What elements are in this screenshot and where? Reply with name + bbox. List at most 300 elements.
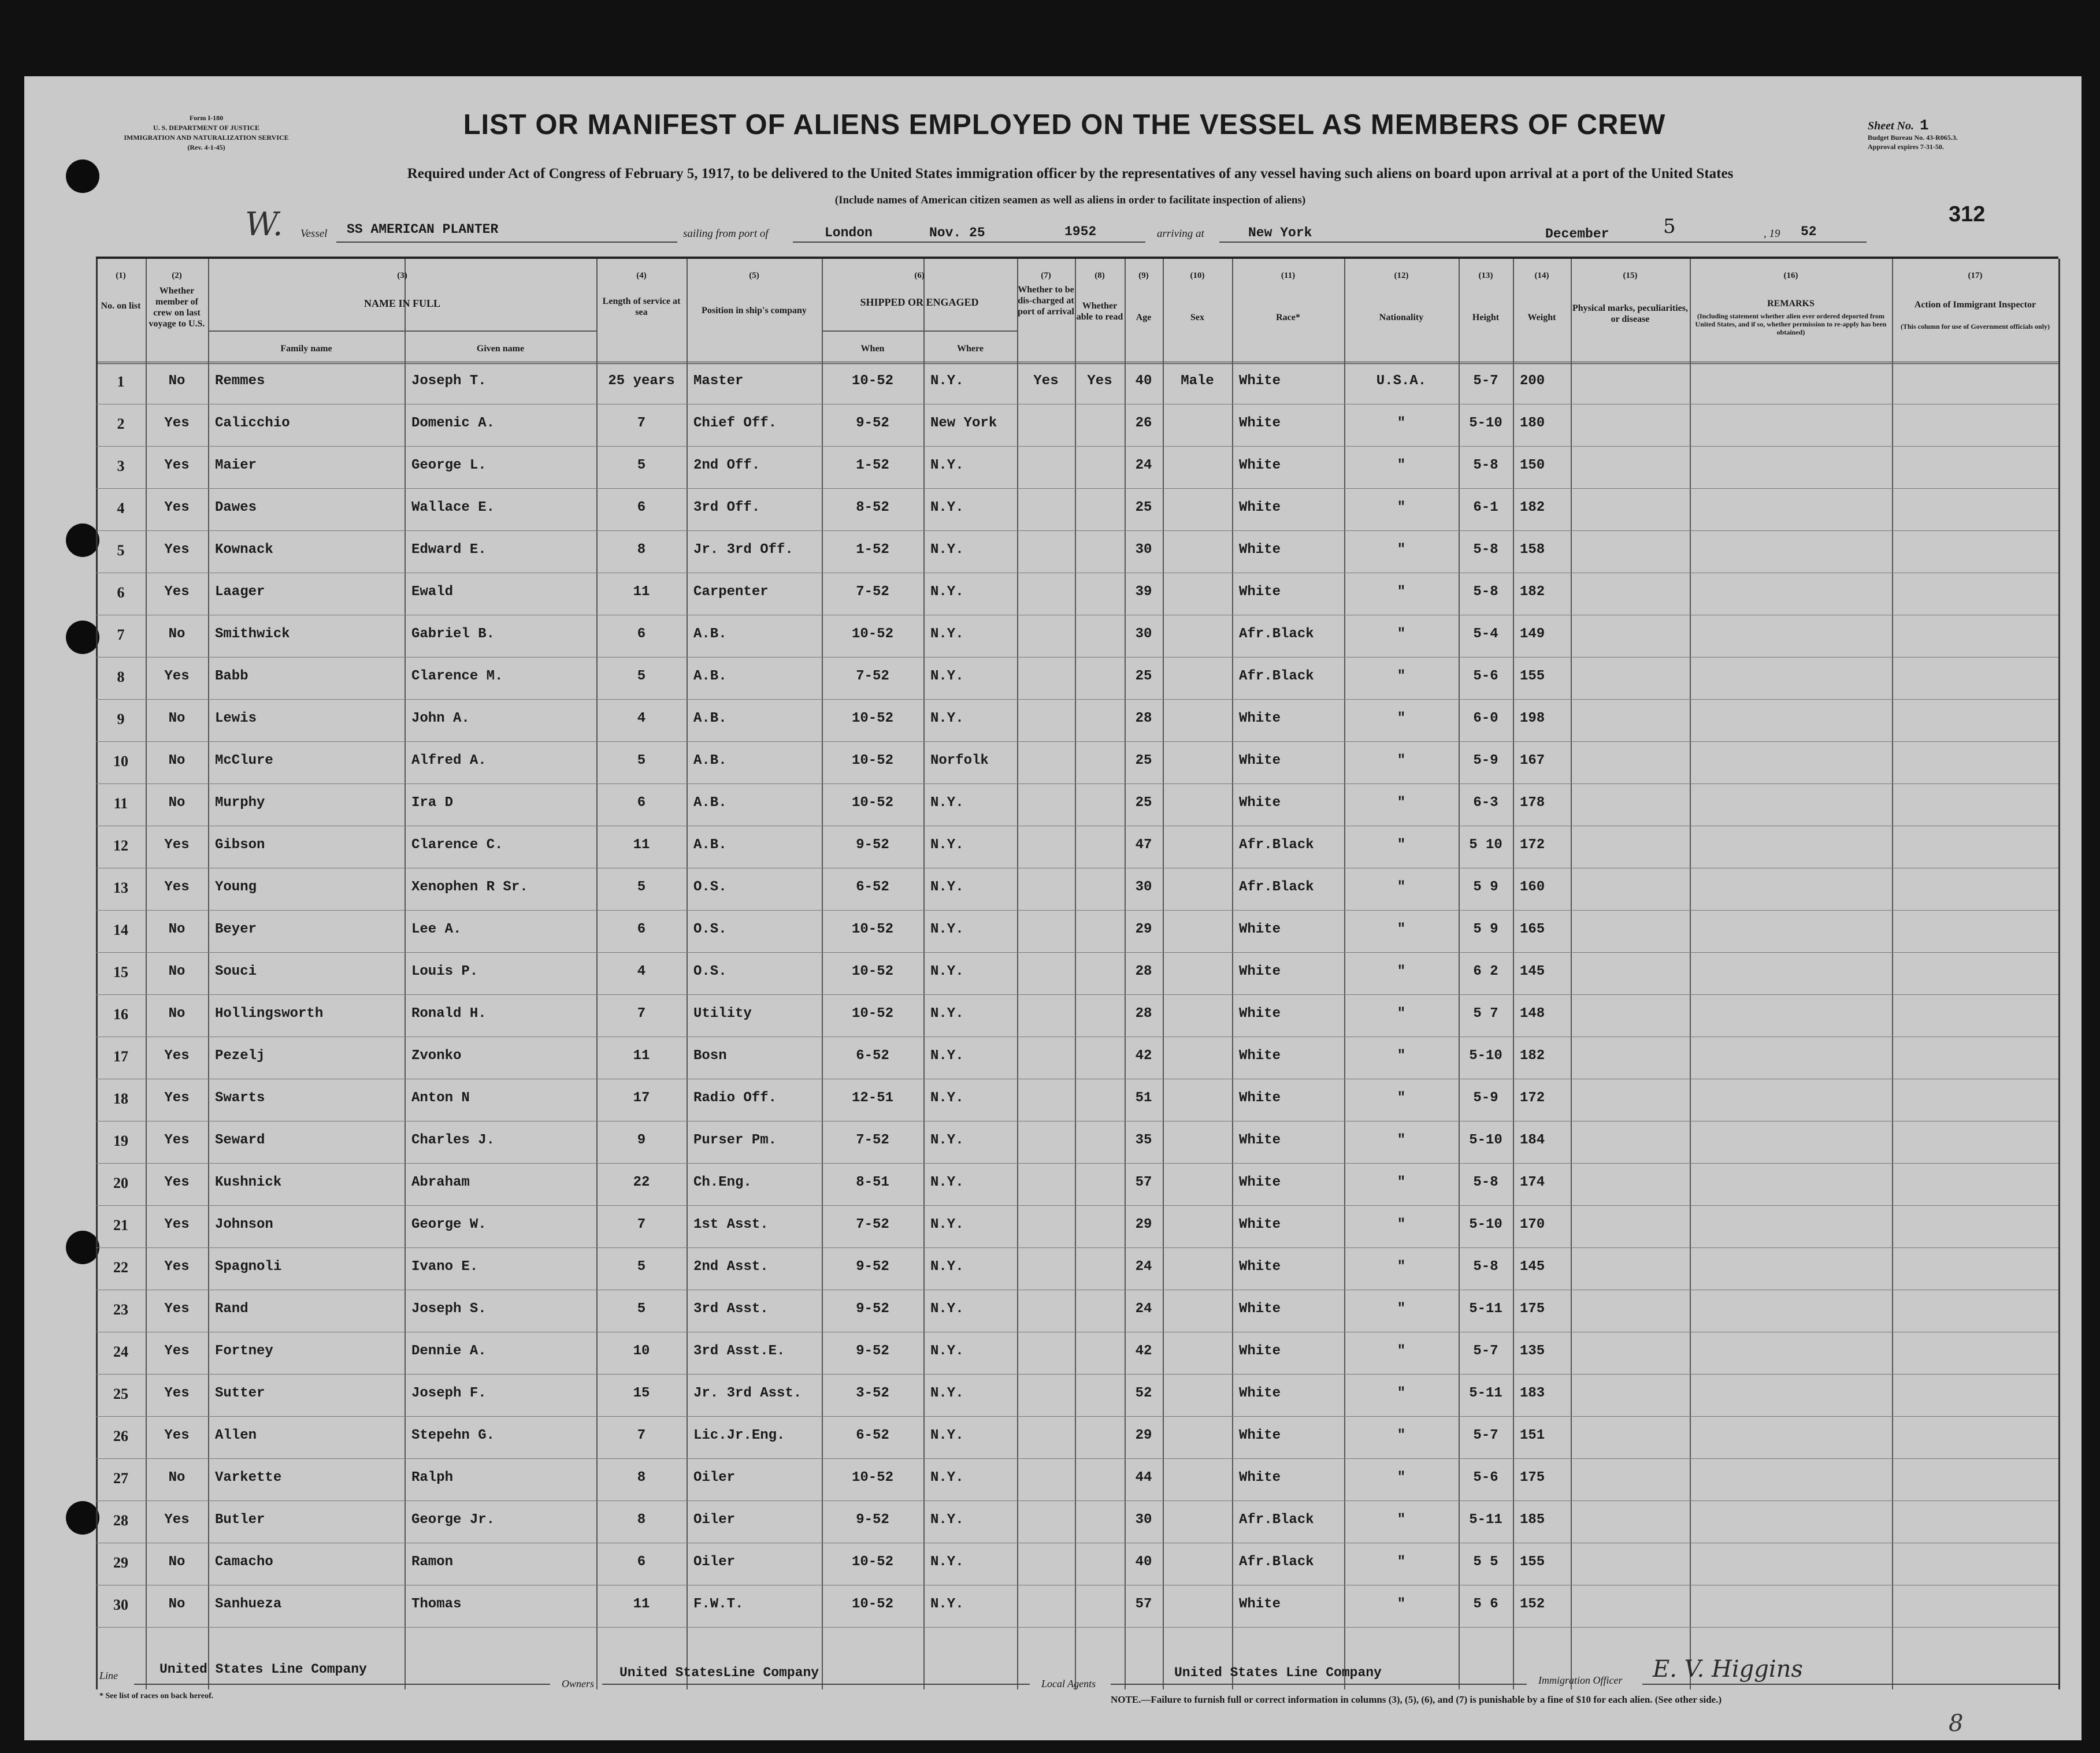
column-divider [1232,259,1233,1689]
family-name: Pezelj [215,1048,265,1064]
given-name: Abraham [411,1175,470,1190]
race: White [1239,500,1281,515]
height: 5-4 [1473,626,1498,642]
shipped-when: 8-52 [856,500,889,515]
position: 3rd Asst.E. [693,1343,785,1359]
row-number: 2 [117,415,125,432]
position: Jr. 3rd Off. [693,542,793,558]
penalty-note: NOTE.—Failure to furnish full or correct information in columns (3), (5), (6), and (7) is punishable by a fine of $10 for each alien. (See other side.) [1111,1694,1722,1705]
shipped-when: 7-52 [856,1217,889,1232]
age: 30 [1135,1512,1152,1528]
weight: 135 [1520,1343,1545,1359]
age: 44 [1135,1470,1152,1485]
sail-year: 1952 [1064,224,1097,239]
weight: 152 [1520,1596,1545,1612]
row-number: 23 [113,1301,128,1318]
family-name: Maier [215,458,257,473]
last-voyage: No [168,626,185,642]
height: 5-7 [1473,373,1498,389]
weight: 174 [1520,1175,1545,1190]
position: A.B. [693,668,727,684]
height: 5-11 [1469,1386,1502,1401]
shipped-where: N.Y. [930,1048,964,1064]
last-voyage: Yes [164,1301,190,1317]
column-number: (7) [1041,271,1051,280]
column-number: (14) [1534,271,1549,280]
nationality: " [1397,415,1406,431]
row-number: 11 [113,795,128,812]
shipped-where: N.Y. [930,584,964,600]
punch-hole [66,1501,99,1535]
shipped-when: 9-52 [856,1512,889,1528]
height: 6-1 [1473,500,1498,515]
shipped-when: 1-52 [856,458,889,473]
given-name: Lee A. [411,922,462,937]
weight: 182 [1520,500,1545,515]
row-divider [96,699,2058,700]
age: 24 [1135,1301,1152,1317]
nationality: " [1397,795,1406,811]
last-voyage: Yes [164,1217,190,1232]
service-length: 11 [633,1596,650,1612]
shipped-where: N.Y. [930,1343,964,1359]
shipped-when: 9-52 [856,415,889,431]
weight: 182 [1520,1048,1545,1064]
port-from: London [825,225,873,240]
race: Afr.Black [1239,837,1314,853]
row-number: 16 [113,1006,128,1023]
row-number: 18 [113,1090,128,1107]
sail-date: Nov. 25 [929,225,985,240]
header-given-name: Given name [476,344,525,354]
height: 5-7 [1473,1428,1498,1443]
race: White [1239,711,1281,726]
line-value: United States Line Company [159,1662,367,1677]
age: 30 [1135,542,1152,558]
height: 6-3 [1473,795,1498,811]
family-name: Gibson [215,837,265,853]
last-voyage: Yes [164,668,190,684]
height: 5-7 [1473,1343,1498,1359]
last-voyage: Yes [164,1428,190,1443]
given-name: George L. [411,458,487,473]
family-name: Swarts [215,1090,265,1106]
age: 29 [1135,1428,1152,1443]
header-family-name: Family name [280,344,332,354]
position: Oiler [693,1554,736,1570]
given-name: Louis P. [411,964,478,979]
shipped-where: N.Y. [930,1006,964,1022]
row-number: 27 [113,1470,128,1487]
column-number: (13) [1478,271,1493,280]
family-name: McClure [215,753,273,768]
age: 57 [1135,1596,1152,1612]
family-name: Fortney [215,1343,273,1359]
header-race: Race* [1276,313,1300,322]
age: 26 [1135,415,1152,431]
family-name: Kushnick [215,1175,282,1190]
family-name: Calicchio [215,415,290,431]
column-number: (9) [1138,271,1149,280]
weight: 185 [1520,1512,1545,1528]
age: 35 [1135,1132,1152,1148]
row-number: 10 [113,753,128,770]
last-voyage: Yes [164,500,190,515]
position: O.S. [693,879,727,895]
shipped-where: N.Y. [930,1596,964,1612]
column-number: (10) [1190,271,1205,280]
shipped-when: 12-51 [851,1090,893,1106]
weight: 175 [1520,1301,1545,1317]
race: White [1239,1090,1281,1106]
service-length: 4 [637,964,646,979]
row-divider [96,657,2058,658]
header-discharged: Whether to be dis-charged at port of arrival [1018,285,1074,317]
age: 42 [1135,1343,1152,1359]
height: 5-8 [1473,1259,1498,1275]
service-length: 6 [637,922,646,937]
family-name: Remmes [215,373,265,389]
age: 28 [1135,1006,1152,1022]
family-name: Sanhueza [215,1596,282,1612]
shipped-when: 10-52 [851,1596,893,1612]
nationality: " [1397,1217,1406,1232]
weight: 149 [1520,626,1545,642]
include-note: (Include names of American citizen seamen as well as aliens in order to facilitate inspection of aliens) [834,194,1306,206]
race: White [1239,1006,1281,1022]
given-name: Thomas [411,1596,462,1612]
age: 52 [1135,1386,1152,1401]
sailing-label: sailing from port of [683,228,769,240]
service-length: 22 [633,1175,650,1190]
service-length: 5 [637,1259,646,1275]
shipped-where: N.Y. [930,1301,964,1317]
row-number: 26 [113,1428,128,1444]
height: 5-10 [1469,1217,1502,1232]
nationality: " [1397,458,1406,473]
race: Afr.Black [1239,1554,1314,1570]
shipped-where: N.Y. [930,500,964,515]
age: 25 [1135,753,1152,768]
family-name: Dawes [215,500,257,515]
nationality: " [1397,584,1406,600]
row-number: 7 [117,626,125,643]
position: O.S. [693,922,727,937]
shipped-where: N.Y. [930,1428,964,1443]
year-suffix: 52 [1801,224,1817,239]
row-divider [96,1247,2058,1248]
shipped-where: N.Y. [930,795,964,811]
row-divider [96,1416,2058,1417]
header-no-on-list: No. on list [101,301,141,311]
shipped-when: 6-52 [856,1048,889,1064]
race: White [1239,1175,1281,1190]
shipped-where: N.Y. [930,711,964,726]
height: 5-8 [1473,458,1498,473]
race: White [1239,542,1281,558]
row-number: 9 [117,711,125,727]
nationality: " [1397,1048,1406,1064]
service-length: 7 [637,1217,646,1232]
family-name: Babb [215,668,248,684]
row-number: 13 [113,879,128,896]
weight: 182 [1520,584,1545,600]
shipped-where: N.Y. [930,1259,964,1275]
position: 2nd Off. [693,458,760,473]
required-statement: Required under Act of Congress of February 5, 1917, to be delivered to the United States immigration officer by the representatives of any vessel having such aliens on board upon arrival at a port of the United States [407,166,1734,181]
age: 51 [1135,1090,1152,1106]
family-name: Spagnoli [215,1259,282,1275]
able-to-read: Yes [1087,373,1112,389]
agents-value: United States Line Company [1174,1665,1382,1680]
service-length: 7 [637,1428,646,1443]
column-number: (1) [116,271,126,280]
row-number: 25 [113,1386,128,1402]
race: White [1239,753,1281,768]
service-length: 5 [637,458,646,473]
line-label: Line [99,1670,118,1681]
manifest-sheet [24,76,2082,1740]
shipped-when: 6-52 [856,879,889,895]
age: 30 [1135,626,1152,642]
row-number: 20 [113,1175,128,1191]
race: White [1239,1470,1281,1485]
column-number: (16) [1783,271,1798,280]
column-number: (17) [1968,271,1983,280]
weight: 155 [1520,668,1545,684]
race: White [1239,964,1281,979]
column-divider [1892,259,1893,1689]
age: 28 [1135,711,1152,726]
given-name: Domenic A. [411,415,495,431]
race-footnote: * See list of races on back hereof. [99,1692,214,1700]
last-voyage: No [168,922,185,937]
column-number: (6) [914,271,925,280]
row-divider [96,741,2058,742]
shipped-where: Norfolk [930,753,989,768]
weight: 200 [1520,373,1545,389]
last-voyage: No [168,753,185,768]
shipped-when: 10-52 [851,711,893,726]
height: 5 7 [1473,1006,1498,1022]
shipped-when: 10-52 [851,964,893,979]
header-name-in-full: NAME IN FULL [363,298,440,309]
given-name: Charles J. [411,1132,495,1148]
age: 57 [1135,1175,1152,1190]
service-length: 7 [637,415,646,431]
owners-value: United StatesLine Company [619,1665,819,1680]
last-voyage: Yes [164,1175,190,1190]
nationality: " [1397,1512,1406,1528]
row-number: 29 [113,1554,128,1571]
vessel-label: Vessel [300,228,328,240]
column-divider [687,259,688,1689]
shipped-when: 1-52 [856,542,889,558]
nationality: " [1397,1596,1406,1612]
sheet-value: 1 [1920,117,1929,134]
position: O.S. [693,964,727,979]
nationality: " [1397,626,1406,642]
nationality: " [1397,1090,1406,1106]
last-voyage: Yes [164,1343,190,1359]
age: 25 [1135,500,1152,515]
shipped-subdivider [822,330,1017,332]
row-number: 22 [113,1259,128,1276]
weight: 175 [1520,1470,1545,1485]
shipped-where: N.Y. [930,458,964,473]
service-length: 6 [637,795,646,811]
shipped-where: N.Y. [930,1470,964,1485]
height: 5-11 [1469,1512,1502,1528]
family-name: Kownack [215,542,273,558]
nationality: " [1397,500,1406,515]
service-length: 25 years [608,373,675,389]
column-number: (11) [1281,271,1296,280]
shipped-when: 7-52 [856,1132,889,1148]
row-divider [96,1163,2058,1164]
race: White [1239,1048,1281,1064]
given-name: Joseph S. [411,1301,487,1317]
last-voyage: Yes [164,837,190,853]
service-length: 10 [633,1343,650,1359]
revision: (Rev. 4-1-45) [187,143,225,151]
height: 5 6 [1473,1596,1498,1612]
nationality: " [1397,1132,1406,1148]
punch-hole [66,159,99,193]
height: 5-9 [1473,1090,1498,1106]
service-length: 8 [637,1512,646,1528]
shipped-where: N.Y. [930,1090,964,1106]
shipped-when: 10-52 [851,1006,893,1022]
family-name: Hollingsworth [215,1006,324,1022]
nationality: " [1397,1006,1406,1022]
approval-expiry: Approval expires 7-31-50. [1868,143,1944,151]
row-number: 1 [117,373,125,390]
race: White [1239,1259,1281,1275]
row-number: 3 [117,458,125,474]
family-name: Rand [215,1301,248,1317]
line-rule [134,1684,550,1685]
service-length: 9 [637,1132,646,1148]
position: A.B. [693,626,727,642]
row-divider [96,446,2058,447]
page-number: 312 [1949,202,1986,226]
form-number: Form I-180 [189,114,224,122]
header-last-voyage: Whether member of crew on last voyage to U.S. [149,286,205,329]
family-name: Beyer [215,922,257,937]
height: 5-8 [1473,542,1498,558]
table-border [2058,259,2060,1689]
nationality: " [1397,922,1406,937]
column-divider [1690,259,1691,1689]
service-length: 11 [633,584,650,600]
family-name: Varkette [215,1470,282,1485]
row-divider [96,910,2058,911]
shipped-when: 6-52 [856,1428,889,1443]
column-divider [1075,259,1076,1689]
shipped-where: N.Y. [930,1554,964,1570]
arrive-port: New York [1248,225,1312,240]
given-name: John A. [411,711,470,726]
service-length: 17 [633,1090,650,1106]
height: 5-6 [1473,668,1498,684]
header-age: Age [1136,313,1152,322]
sex: Male [1181,373,1214,389]
race: White [1239,1132,1281,1148]
nationality: " [1397,964,1406,979]
discharged: Yes [1033,373,1059,389]
column-divider [1571,259,1572,1689]
vessel-name: SS AMERICAN PLANTER [347,222,499,237]
column-divider [405,259,406,1689]
age: 24 [1135,1259,1152,1275]
race: White [1239,415,1281,431]
given-name: Ronald H. [411,1006,487,1022]
service-length: 6 [637,500,646,515]
column-number: (3) [397,271,407,280]
column-number: (2) [172,271,182,280]
last-voyage: Yes [164,584,190,600]
nationality: " [1397,668,1406,684]
position: Lic.Jr.Eng. [693,1428,785,1443]
row-number: 14 [113,922,128,938]
family-name: Johnson [215,1217,273,1232]
given-name: George Jr. [411,1512,495,1528]
given-name: George W. [411,1217,487,1232]
race: White [1239,1428,1281,1443]
weight: 172 [1520,837,1545,853]
header-inspector-note: (This column for use of Government officials only) [1900,322,2050,330]
row-divider [96,1374,2058,1375]
column-number: (5) [749,271,759,280]
arrive-day: 5 [1663,215,1676,238]
given-name: Ivano E. [411,1259,478,1275]
header-able-to-read: Whether able to read [1076,301,1123,322]
shipped-where: N.Y. [930,1132,964,1148]
nationality: " [1397,753,1406,768]
row-number: 6 [117,584,125,601]
nationality: " [1397,1554,1406,1570]
shipped-where: N.Y. [930,668,964,684]
position: Oiler [693,1512,736,1528]
given-name: Zvonko [411,1048,462,1064]
position: Carpenter [693,584,769,600]
row-divider [96,1458,2058,1459]
row-divider [96,1627,2058,1628]
header-physical-marks: Physical marks, peculiarities, or disease [1572,303,1688,324]
service-length: 6 [637,626,646,642]
weight: 183 [1520,1386,1545,1401]
last-voyage: Yes [164,458,190,473]
race: White [1239,584,1281,600]
nationality: " [1397,1386,1406,1401]
shipped-when: 10-52 [851,626,893,642]
header-nationality: Nationality [1379,313,1424,322]
last-voyage: Yes [164,1090,190,1106]
punch-hole [66,523,99,557]
service-length: 5 [637,1301,646,1317]
race: Afr.Black [1239,626,1314,642]
shipped-where: N.Y. [930,1512,964,1528]
row-number: 12 [113,837,128,854]
service-length: 8 [637,1470,646,1485]
weight: 160 [1520,879,1545,895]
position: Jr. 3rd Asst. [693,1386,802,1401]
row-number: 30 [113,1596,128,1613]
shipped-where: N.Y. [930,1175,964,1190]
last-voyage: Yes [164,1259,190,1275]
sheet-number [1868,117,1929,134]
